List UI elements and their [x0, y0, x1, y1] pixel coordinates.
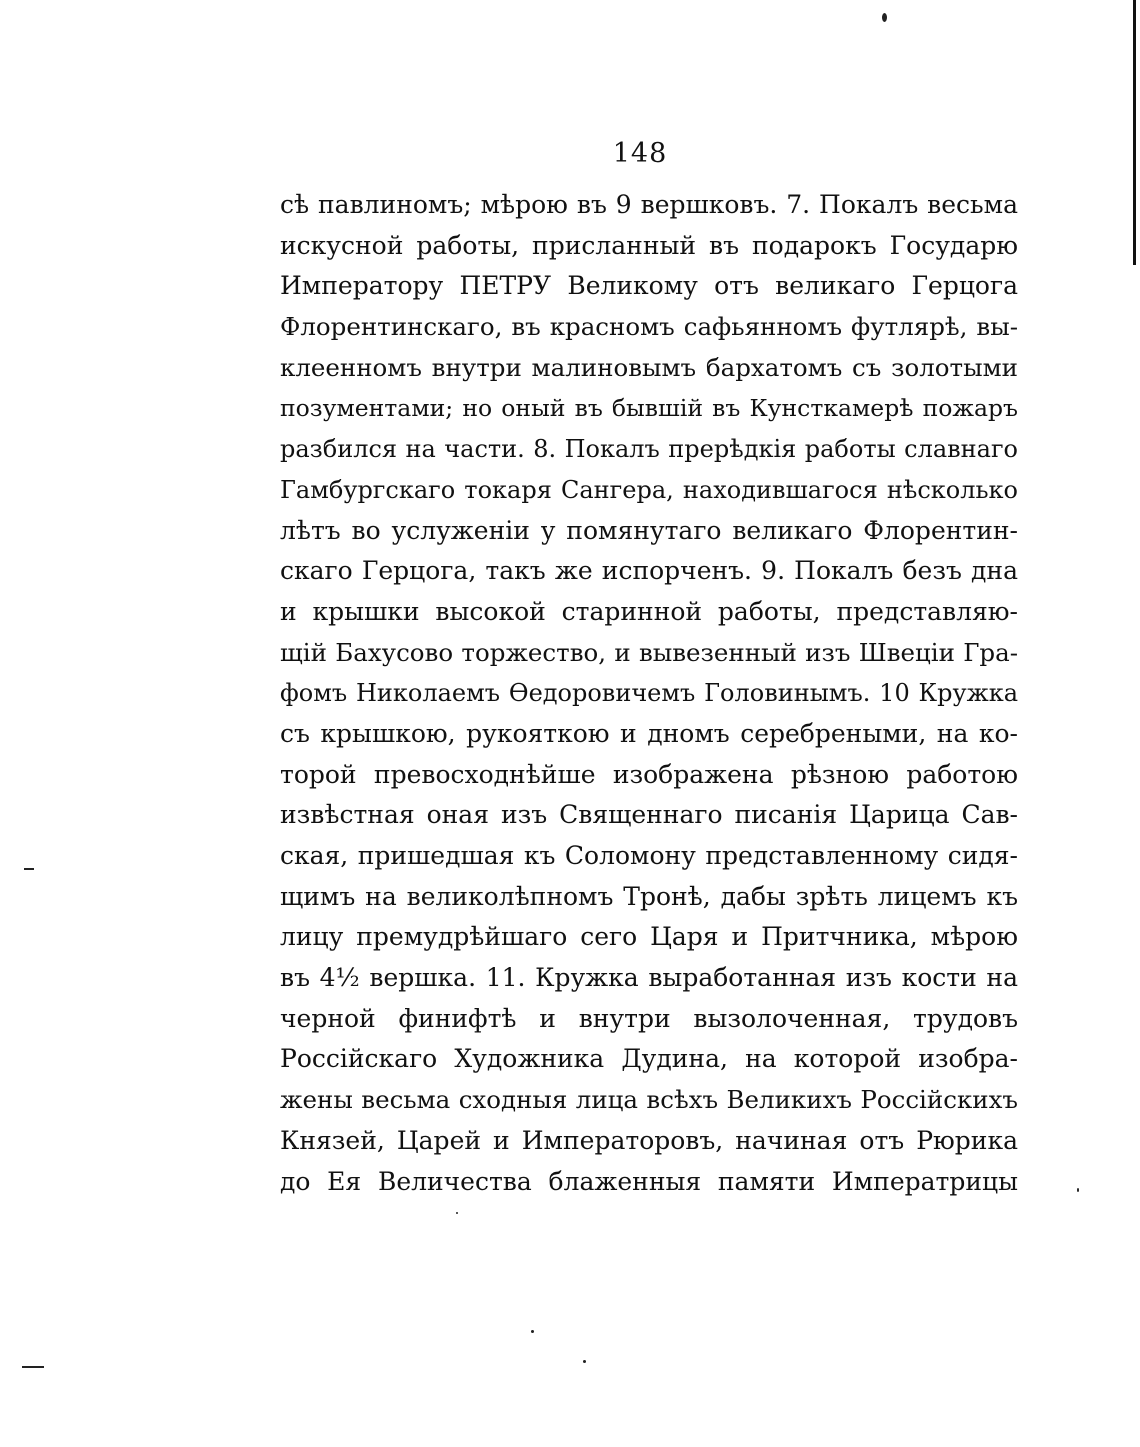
text-line: фомъ Николаемъ Өедоровичемъ Головинымъ. 10 Кружка — [280, 679, 1018, 708]
text-line: Князей, Царей и Императоровъ, начиная отъ Рюрика — [280, 1125, 1018, 1155]
text-line: лицу премудрѣйшаго сего Царя и Притчника, мѣрою — [280, 922, 1018, 952]
ink-speck — [882, 13, 887, 22]
text-line: ская, пришедшая къ Соломону представленному сидя- — [280, 841, 1018, 870]
text-line: клеенномъ внутри малиновымъ бархатомъ съ золотыми — [280, 352, 1018, 382]
text-line: позументами; но оный въ бывшій въ Кунсткамерѣ пожаръ — [280, 394, 1018, 423]
body-text — [280, 185, 1018, 1202]
ink-speck — [583, 1360, 586, 1363]
text-line: щимъ на великолѣпномъ Тронѣ, дабы зрѣть лицемъ къ — [280, 881, 1018, 911]
text-line: черной финифтѣ и внутри вызолоченная, трудовъ — [280, 1003, 1018, 1033]
ink-speck — [1077, 1188, 1079, 1192]
text-line: искусной работы, присланный въ подарокъ Государю — [280, 230, 1018, 260]
text-line: жены весьма сходныя лица всѣхъ Великихъ Россійскихъ — [280, 1085, 1018, 1115]
text-line: щій Бахусово торжество, и вывезенный изъ Швеціи Гра- — [280, 637, 1018, 667]
page-number: 148 — [612, 138, 668, 169]
ink-speck — [531, 1330, 534, 1333]
text-line: съ крышкою, рукояткою и дномъ серебреными, на ко- — [280, 718, 1018, 748]
text-line: въ 4½ вершка. 11. Кружка выработанная изъ кости на — [280, 963, 1018, 993]
text-line: до Ея Величества блаженныя памяти Императрицы — [280, 1166, 1018, 1196]
text-line: Россійскаго Художника Дудина, на которой изобра- — [280, 1044, 1018, 1074]
text-line: Флорентинскаго, въ красномъ сафьянномъ футлярѣ, вы- — [280, 312, 1018, 342]
text-line: скаго Герцога, такъ же испорченъ. 9. Покалъ безъ дна — [280, 556, 1018, 586]
text-line: сѣ павлиномъ; мѣрою въ 9 вершковъ. 7. Покалъ весьма — [280, 190, 1018, 219]
page-edge-shadow — [1133, 0, 1136, 265]
text-line: лѣтъ во услуженіи у помянутаго великаго Флорентин- — [280, 515, 1018, 545]
text-line: разбился на части. 8. Покалъ прерѣдкія работы славнаго — [280, 435, 1018, 464]
text-line: Императору ПЕТРУ Великому отъ великаго Герцога — [280, 271, 1018, 301]
text-line: Гамбургскаго токаря Сангера, находившагося нѣсколько — [280, 475, 1018, 504]
text-line: извѣстная оная изъ Священнаго писанія Царица Сав- — [280, 800, 1018, 830]
text-line: торой превосходнѣйше изображена рѣзною работою — [280, 759, 1018, 789]
ink-mark — [24, 868, 34, 870]
text-line: и крышки высокой старинной работы, представляю- — [280, 596, 1018, 626]
ink-speck — [456, 1212, 458, 1214]
ink-mark — [22, 1366, 44, 1368]
